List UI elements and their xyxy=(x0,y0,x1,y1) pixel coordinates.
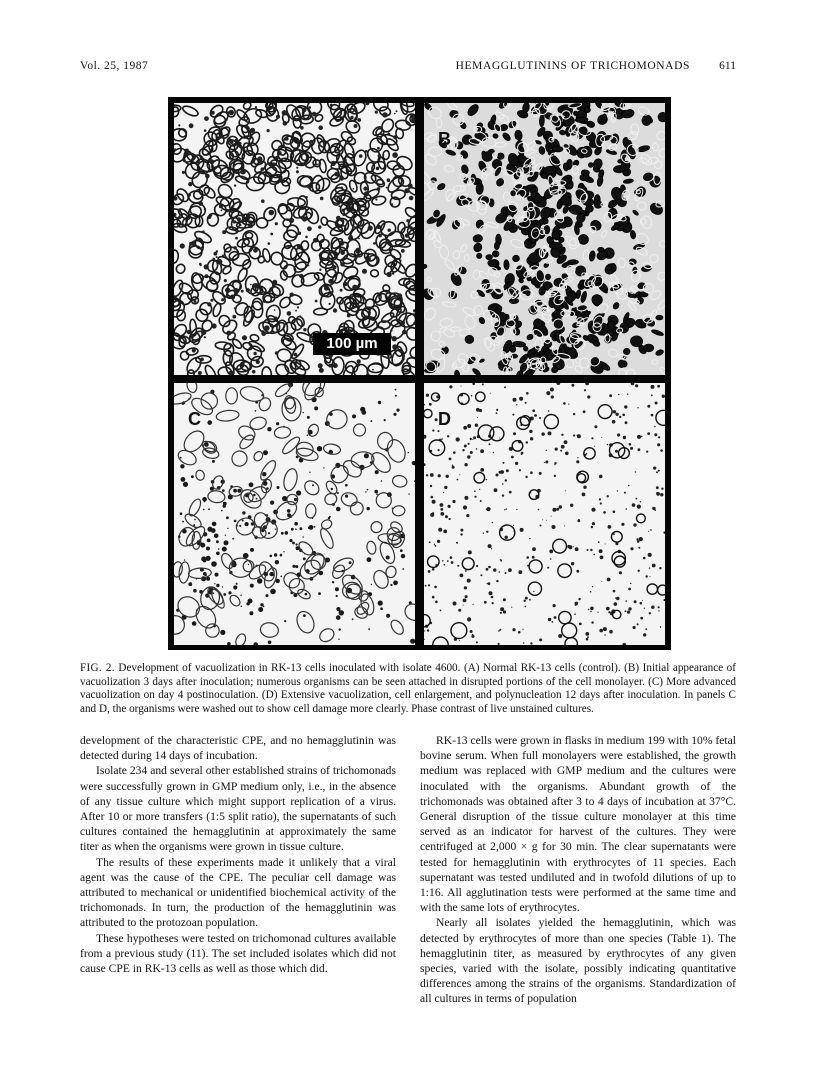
panel-d-cells-image xyxy=(424,383,665,645)
running-title: HEMAGGLUTININS OF TRICHOMONADS xyxy=(455,60,690,72)
panel-b-label: B xyxy=(438,129,451,149)
panel-a-micrograph xyxy=(174,103,415,375)
panel-c-label: C xyxy=(188,409,201,429)
paragraph: development of the characteristic CPE, and no hemagglutinin was detected during 14 days of incubation. xyxy=(80,734,396,763)
panel-c-micrograph xyxy=(174,383,415,645)
figure-2-micrographs xyxy=(168,97,671,650)
panel-c-cells-image xyxy=(174,383,415,645)
panel-d-micrograph xyxy=(424,383,665,645)
journal-volume: Vol. 25, 1987 xyxy=(80,60,149,72)
panel-b-cells-image xyxy=(424,103,665,375)
page-header xyxy=(80,60,736,80)
paragraph: RK-13 cells were grown in flasks in medium 199 with 10% fetal bovine serum. When full monolayers were established, the growth medium was replaced with GMP medium and the cultures were inoculated with the organisms. Abundant growth of the trichomonads was obtained after 3 to 4 days of incubation at 37°C. General disruption of the tissue culture monolayer at this time served as an indicator for harvest of the cultures. They were centrifuged at 2,000 × g for 30 min. The clear supernatants were tested for hemagglutinin with erythrocytes of 11 species. Each supernatant was tested undiluted and in twofold dilutions of up to 1:16. All agglutination tests were performed at the same time and with the same lots of erythrocytes. xyxy=(420,734,736,915)
caption-label: FIG. 2. xyxy=(80,662,115,674)
scale-bar: 100 µm xyxy=(313,333,391,355)
page-number: 611 xyxy=(719,60,736,72)
paragraph: Isolate 234 and several other established strains of trichomonads were successfully grown in GMP medium only, i.e., in the absence of any tissue culture which might support replication of a virus. After 10 or more transfers (1:5 split ratio), the supernatants of such cultures contained the hemagglutinin at approximately the same titer as when the organisms were grown in tissue culture. xyxy=(80,764,396,854)
paragraph: These hypotheses were tested on trichomonad cultures available from a previous study (11). The set included isolates which did not cause CPE in RK-13 cells as well as those which did. xyxy=(80,931,396,976)
paragraph: The results of these experiments made it unlikely that a viral agent was the cause of the CPE. The peculiar cell damage was attributed to mechanical or unidentified biochemical activity of the trichomonads. In turn, the production of the hemagglutinin was attributed to the protozoan population. xyxy=(80,855,396,930)
left-text-column xyxy=(80,733,396,976)
right-text-column xyxy=(420,733,736,1007)
paragraph: Nearly all isolates yielded the hemagglutinin, which was detected by erythrocytes of more than one species (Table 1). The hemagglutinin titer, as measured by erythrocytes of any given species, varied with the isolate, possibly indicating quantitative differences among the strains of the organisms. Standardization of all cultures in terms of population xyxy=(420,916,736,1006)
figure-caption xyxy=(80,662,736,716)
caption-text: Development of vacuolization in RK-13 cells inoculated with isolate 4600. (A) Normal RK-13 cells (control). (B) Initial appearance of vacuolization 3 days after inoculation; numerous organisms can be seen attached in disrupted portions of the cell monolayer. (C) More advanced vacuolization on day 4 postinoculation. (D) Extensive vacuolization, cell enlargement, and polynucleation 12 days after inoculation. In panels C and D, the organisms were washed out to show cell damage more clearly. Phase contrast of live unstained cultures. xyxy=(80,662,737,715)
panel-b-micrograph xyxy=(424,103,665,375)
panel-d-label: D xyxy=(438,409,451,429)
